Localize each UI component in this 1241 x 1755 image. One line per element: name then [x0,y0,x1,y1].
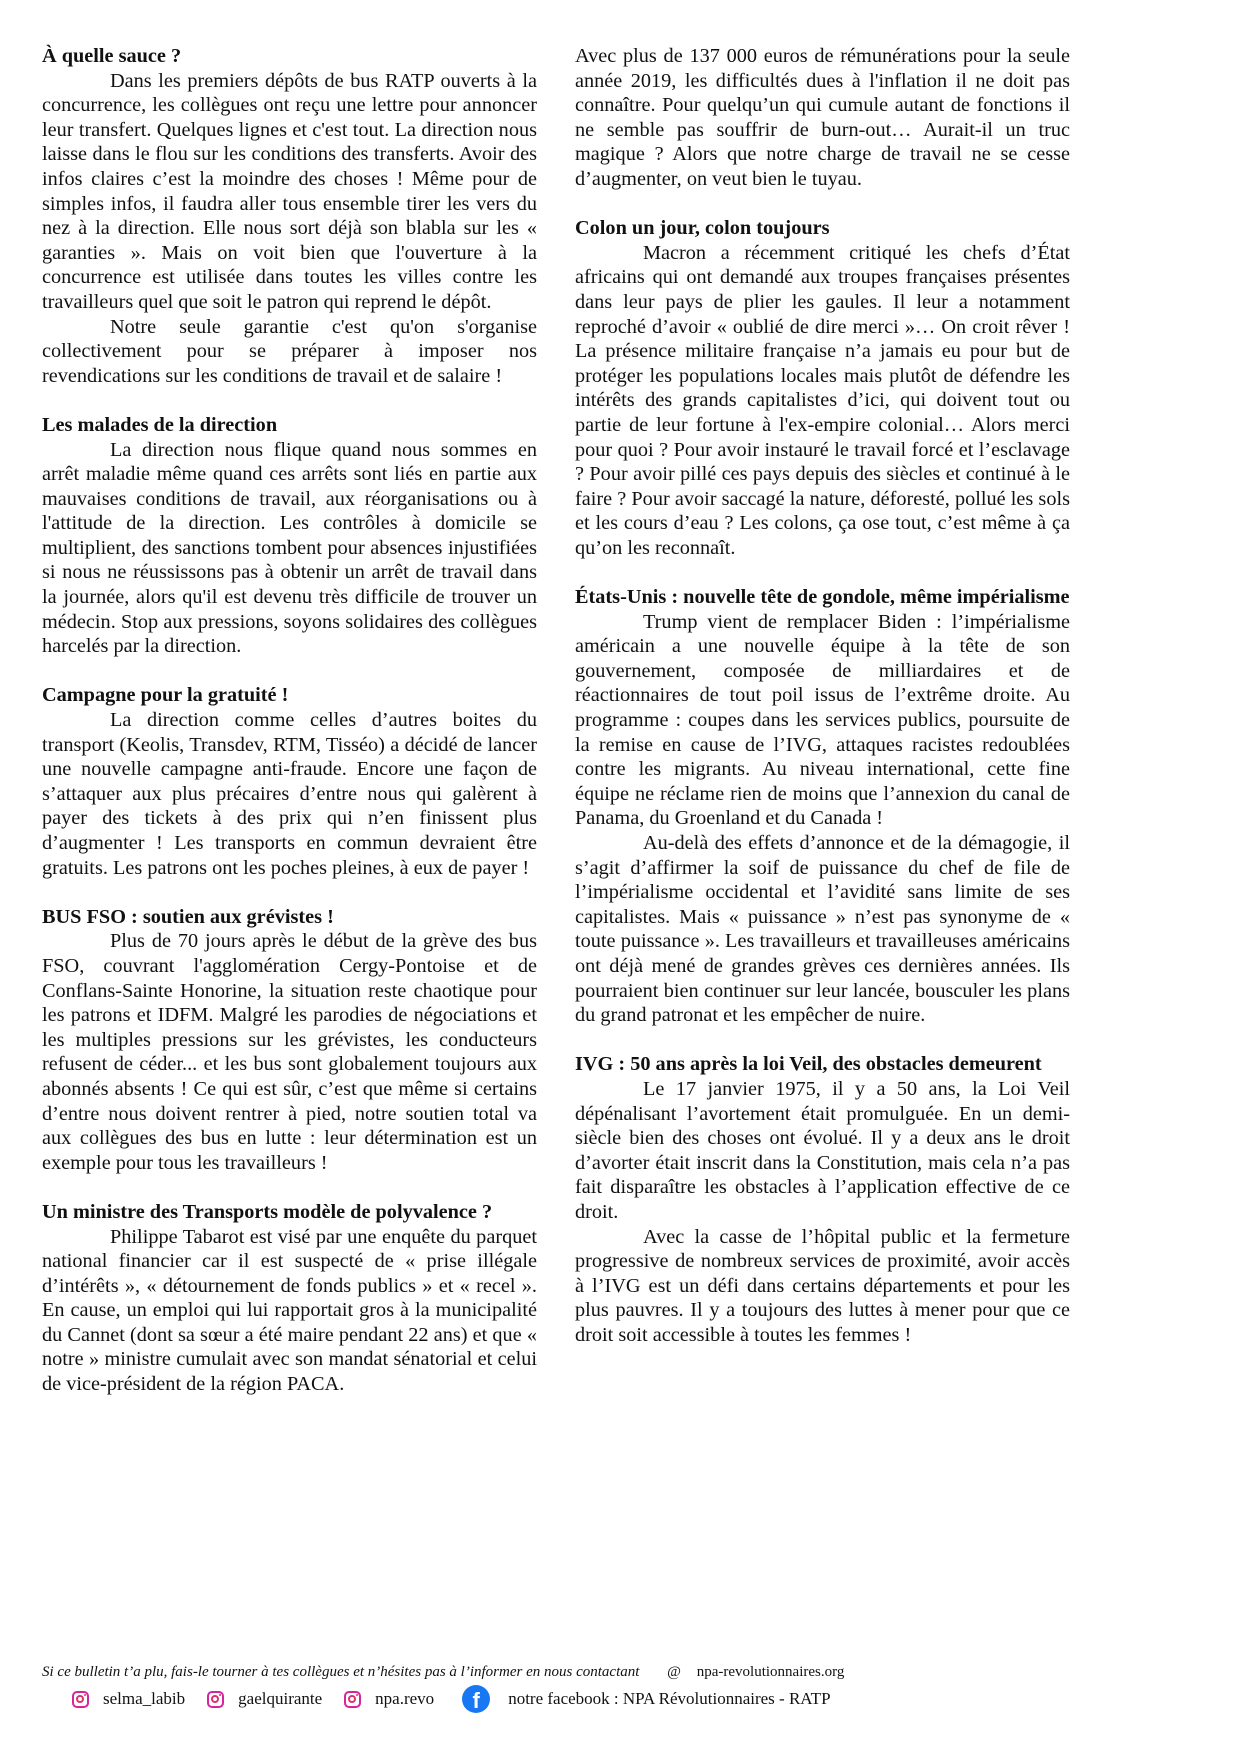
facebook-label: notre facebook : NPA Révolutionnaires - RATP [508,1689,831,1708]
article-campagne-gratuite [42,683,537,880]
article-paragraph: Philippe Tabarot est visé par une enquête du parquet national financier car il est suspecté de « prise illégale d’intérêts », « détournement de fonds publics » et « recel ». En cause, un emploi qui lui rapportait gros à la municipalité du Cannet (dont sa sœur a été maire pendant 22 ans) et que « notre » ministre cumulait avec son mandat sénatorial et celui de vice-président de la région PACA. [42,1225,537,1396]
instagram-icon [207,1691,224,1708]
article-paragraph: Avec la casse de l’hôpital public et la fermeture progressive de nombreux services de proximité, avoir accès à l’IVG est un défi dans certains départements et pour les plus pauvres. Il y a toujours des luttes à mener pour que ce droit soit accessible à toutes les femmes ! [575,1225,1070,1346]
instagram-icon [72,1691,89,1708]
article-ministre-continued [575,44,1070,192]
right-column [575,44,1070,1372]
article-paragraph: Au-delà des effets d’annonce et de la démagogie, il s’agit d’affirmer la soif de puissance du chef de file de l’impérialisme occidental et l’avidité sans limite de ses capitalistes. Mais « puissance » n’est pas synonyme de « toute puissance ». Les travailleurs et travailleuses américains ont déjà mené de grandes grèves ces dernières années. Ils pourraient bien continuer sur leur lancée, bousculer les plans du grand patronat et les empêcher de nuire. [575,832,1070,1027]
article-paragraph: Le 17 janvier 1975, il y a 50 ans, la Loi Veil dépénalisant l’avortement était promulguée. En un demi-siècle bien des choses ont évolué. Il y a deux ans le droit d’avorter était inscrit dans la Constitution, mais cela n’a pas fait disparaître les obstacles à l’application effective de ce droit. [575,1077,1070,1223]
footer-socials [72,1685,1072,1713]
article-ivg [575,1052,1070,1347]
facebook-link[interactable] [456,1685,830,1713]
article-title: Les malades de la direction [42,413,278,436]
article-title: États-Unis : nouvelle tête de gondole, même impérialisme [575,586,1070,609]
social-link-selma-labib[interactable] [72,1685,185,1713]
social-handle: npa.revo [375,1689,435,1708]
left-column [42,44,537,1421]
facebook-icon: f [462,1685,490,1713]
website-link[interactable]: npa-revolutionnaires.org [696,1664,845,1680]
article-malades-direction [42,413,537,659]
article-paragraph: La direction comme celles d’autres boites du transport (Keolis, Transdev, RTM, Tisséo) a décidé de lancer une nouvelle campagne anti-fraude. Encore une façon de s’attaquer aux plus précaires d’entre nous qui galèrent à payer des tickets à des prix qui n’en finissent plus d’augmenter ! Les transports en commun devraient être gratuits. Les patrons ont les poches pleines, à eux de payer ! [42,709,537,879]
article-title: Un ministre des Transports modèle de polyvalence ? [42,1200,493,1223]
footer-tagline: Si ce bulletin t’a plu, fais-le tourner à tes collègues et n’hésites pas à l’informer en nous contactant [42,1664,640,1680]
social-link-npa-revo[interactable] [344,1685,434,1713]
article-paragraph: Dans les premiers dépôts de bus RATP ouverts à la concurrence, les collègues ont reçu une lettre pour annoncer leur transfert. Quelques lignes et c'est tout. La direction nous laisse dans le flou sur les conditions des transferts. Avoir des infos claires c’est la moindre des choses ! Même pour de simples infos, il faudra aller tous ensemble tirer les vers du nez à la direction. Elle nous sort déjà son blabla sur les « garanties ». Mais on voit bien que l'ouverture à la concurrence est utilisée dans toutes les villes contre les travailleurs quel que soit le patron qui reprend le dépôt. [42,69,537,313]
article-title: IVG : 50 ans après la loi Veil, des obstacles demeurent [575,1053,1042,1076]
article-title: À quelle sauce ? [42,45,182,67]
social-link-gaelquirante[interactable] [207,1685,322,1713]
bulletin-page [42,44,1070,1644]
social-handle: selma_labib [103,1689,186,1708]
article-etats-unis [575,585,1070,1028]
article-paragraph: Macron a récemment critiqué les chefs d’État africains qui ont demandé aux troupes françaises présentes dans leur pays de plier les gaules. Il leur a notamment reproché d’avoir « oublié de dire merci »… On croit rêver ! La présence militaire française n’a jamais eu pour but de protéger les populations locales mais plutôt de défendre les intérêts des grands capitalistes d’ici, qui doivent tout ou partie de leur fortune à l'ex-empire colonial… Alors merci pour quoi ? Pour avoir instauré le travail forcé et l’esclavage ? Pour avoir pillé ces pays depuis des siècles et continué à le faire ? Pour avoir saccagé la nature, déforesté, pollué les sols et les cours d’eau ? Les colons, ça ose tout, c’est même à ça qu’on les reconnaît. [575,241,1070,559]
article-bus-fso [42,905,537,1176]
article-ministre-transports [42,1200,537,1397]
at-icon: @ [667,1664,681,1680]
article-a-quelle-sauce [42,44,537,388]
article-paragraph: Trump vient de remplacer Biden : l’impérialisme américain a une nouvelle équipe à la tête de son gouvernement, composée de milliardaires et de réactionnaires de tout poil issus de l’extrême droite. Au programme : coupes dans les services publics, poursuite de la remise en cause de l’IVG, attaques racistes redoublées contre les migrants. Au niveau international, cette fine équipe ne réclame rien de moins que l’annexion du canal de Panama, du Groenland et du Canada ! [575,610,1070,830]
instagram-icon [344,1691,361,1708]
article-paragraph: Avec plus de 137 000 euros de rémunérations pour la seule année 2019, les difficultés dues à l'inflation il ne doit pas connaître. Pour quelqu’un qui cumule autant de fonctions il ne semble pas souffrir de burn-out… Aurait-il un truc magique ? Alors que notre charge de travail ne se cesse d’augmenter, on veut bien le tuyau. [575,45,1070,190]
article-paragraph: Notre seule garantie c'est qu'on s'organise collectivement pour se préparer à imposer nos revendications sur les conditions de travail et de salaire ! [42,315,537,387]
article-title: Colon un jour, colon toujours [575,217,830,240]
article-title: Campagne pour la gratuité ! [42,684,289,707]
article-colon [575,216,1070,560]
footer [42,1661,1072,1713]
footer-contact-line [42,1661,1072,1683]
article-paragraph: La direction nous flique quand nous sommes en arrêt maladie même quand ces arrêts sont liés en partie aux mauvaises conditions de travail, aux réorganisations ou à l'attitude de la direction. Les contrôles à domicile se multiplient, des sanctions tombent pour absences injustifiées si nous ne réussissons pas à obtenir un arrêt de travail dans la journée, alors qu'il est devenu très difficile de trouver un médecin. Stop aux pressions, soyons solidaires des collègues harcelés par la direction. [42,438,537,658]
article-title: BUS FSO : soutien aux grévistes ! [42,905,334,928]
article-paragraph: Plus de 70 jours après le début de la grève des bus FSO, couvrant l'agglomération Cergy-Pontoise et de Conflans-Sainte Honorine, la situation reste chaotique pour les patrons et IDFM. Malgré les parodies de négociations et les multiples pressions sur les grévistes, les conducteurs refusent de céder... et les bus sont globalement toujours aux abonnés absents ! Ce qui est sûr, c’est que même si certains d’entre nous doivent rentrer à pied, notre soutien total va aux collègues des bus en lutte : leur détermination est un exemple pour tous les travailleurs ! [42,930,537,1174]
social-handle: gaelquirante [238,1689,323,1708]
